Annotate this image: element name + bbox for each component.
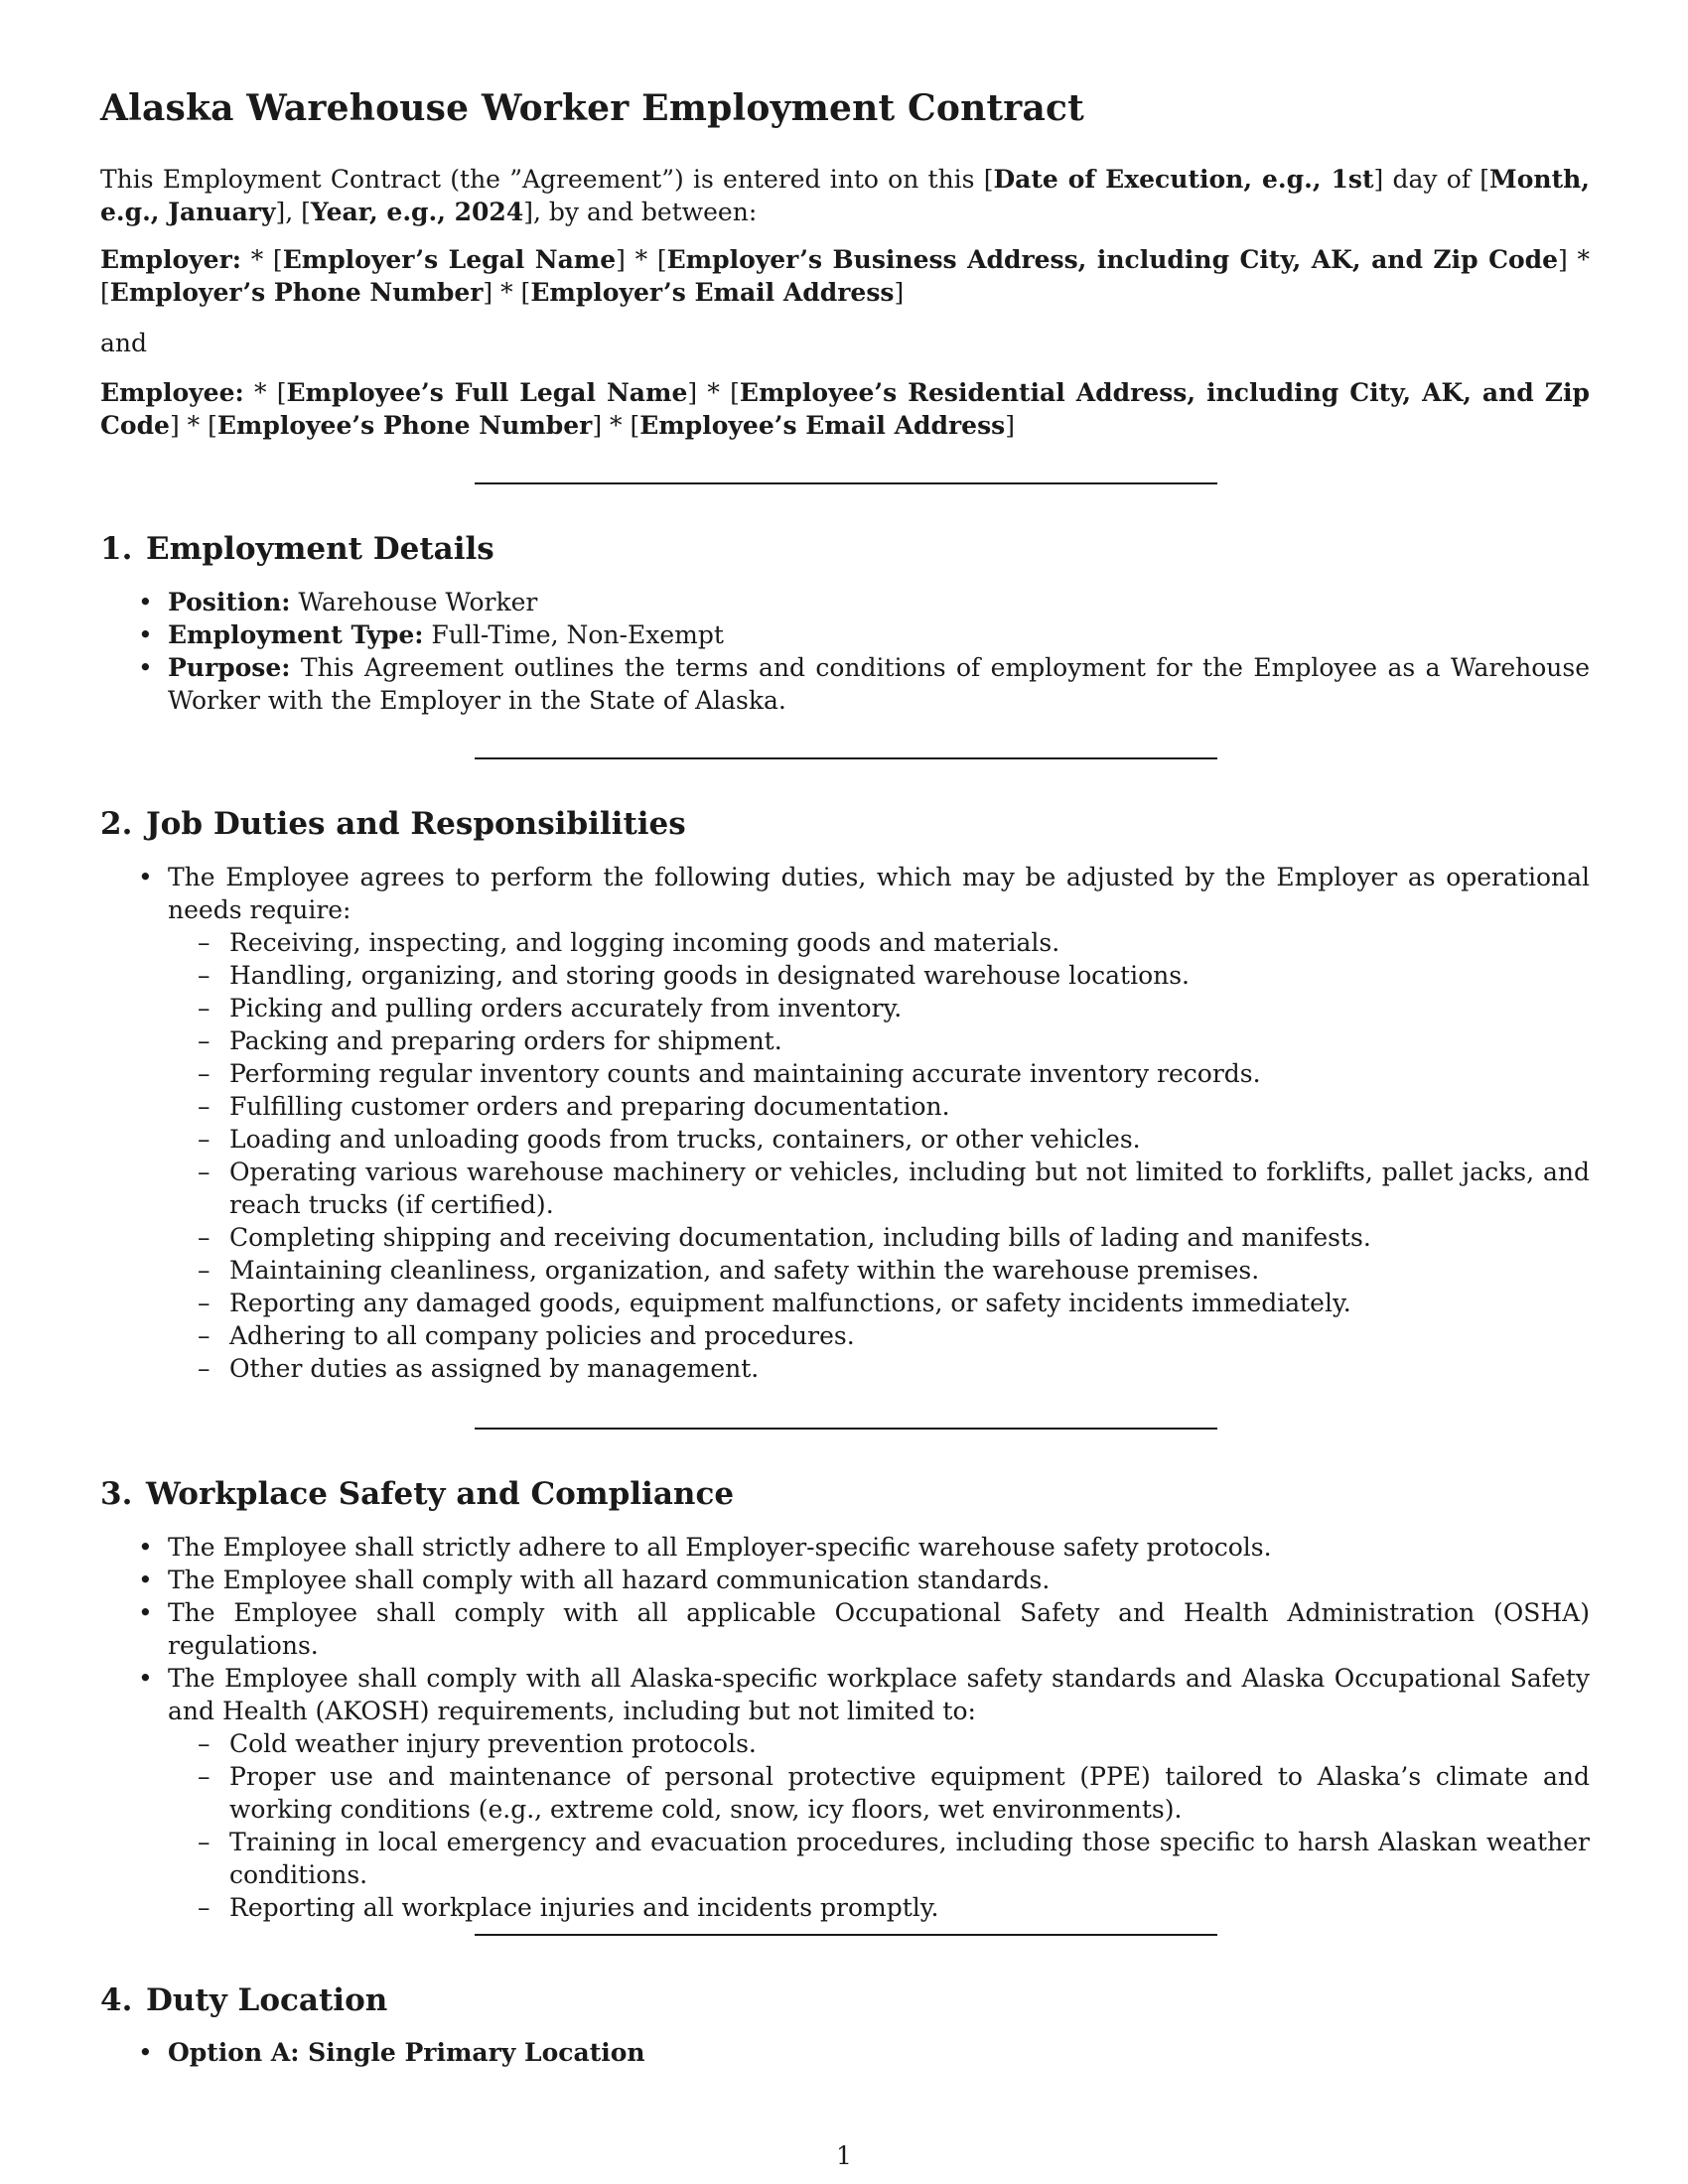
section-heading-workplace-safety: 3. Workplace Safety and Compliance	[100, 1476, 735, 1512]
document-title: Alaska Warehouse Worker Employment Contract	[100, 87, 1084, 129]
list-item: • Purpose: This Agreement outlines the terms and conditions of employment for the Employee as a Warehouse Worker with the Employer in the State of Alaska.	[100, 651, 1590, 717]
list-item: • The Employee shall comply with all Alaska-specific workplace safety standards and Alaska Occupational Safety and Health (AKOSH) requirements, including but not limited to: – Cold weather injury prevention protocols. – Proper use and maintenance of personal protective equipment (PPE) tailored to Alaska’s climate and working conditions (e.g., extreme cold, snow, icy floors, wet environments). – Training in local emergency and evacuation procedures, including those specific to harsh Alaskan weather conditions. – Reporting all workplace injuries and incidents promptly.	[100, 1662, 1590, 1924]
intro-text: ], [	[275, 198, 311, 226]
list-item: • Employment Type: Full-Time, Non-Exempt	[100, 618, 1590, 651]
horizontal-rule	[475, 1428, 1217, 1430]
employee-phone-placeholder: Employee’s Phone Number	[216, 411, 593, 440]
intro-text: ], by and between:	[523, 198, 758, 226]
intro-text: ] day of [	[1373, 165, 1490, 194]
intro-text: This Employment Contract (the ”Agreement”) is entered into on this [	[100, 165, 994, 194]
duty-item: – Packing and preparing orders for shipment.	[168, 1024, 1590, 1057]
safety-sub-item: – Proper use and maintenance of personal protective equipment (PPE) tailored to Alaska’s climate and working conditions (e.g., extreme cold, snow, icy floors, wet environments).	[168, 1760, 1590, 1826]
duty-location-list	[100, 2036, 1590, 2069]
job-duties-list	[100, 861, 1590, 1385]
safety-sub-item: – Reporting all workplace injuries and incidents promptly.	[168, 1891, 1590, 1924]
list-item: • The Employee shall strictly adhere to all Employer-specific warehouse safety protocols.	[100, 1531, 1590, 1564]
employer-block: Employer: * [Employer’s Legal Name] * [Employer’s Business Address, including City, AK, and Zip Code] * [Employer’s Phone Number] * [Employer’s Email Address]	[100, 245, 1591, 307]
employer-address-placeholder: Employer’s Business Address, including City, AK, and Zip Code	[666, 245, 1559, 274]
document-page	[100, 0, 1590, 2184]
employee-address-placeholder: Employee’s Residential Address, including City, AK, and Zip Code	[100, 378, 1591, 440]
employer-email-placeholder: Employer’s Email Address	[530, 278, 895, 307]
safety-sub-item: – Training in local emergency and evacuation procedures, including those specific to harsh Alaskan weather conditions.	[168, 1826, 1590, 1891]
duty-item: – Handling, organizing, and storing goods in designated warehouse locations.	[168, 959, 1590, 992]
list-item: • The Employee shall comply with all hazard communication standards.	[100, 1564, 1590, 1596]
employee-block: Employee: * [Employee’s Full Legal Name] * [Employee’s Residential Address, including City, AK, and Zip Code] * [Employee’s Phone Number] * [Employee’s Email Address]	[100, 378, 1591, 440]
employer-label: Employer:	[100, 245, 241, 274]
duty-item: – Operating various warehouse machinery or vehicles, including but not limited to forklifts, pallet jacks, and reach trucks (if certified).	[168, 1156, 1590, 1221]
horizontal-rule	[475, 482, 1217, 484]
section-heading-job-duties: 2. Job Duties and Responsibilities	[100, 806, 686, 842]
duty-item: – Fulfilling customer orders and preparing documentation.	[168, 1090, 1590, 1123]
duty-item: – Receiving, inspecting, and logging incoming goods and materials.	[168, 926, 1590, 959]
duty-item: – Adhering to all company policies and procedures.	[168, 1319, 1590, 1352]
execution-date-placeholder: Date of Execution, e.g., 1st	[993, 165, 1374, 194]
employee-email-placeholder: Employee’s Email Address	[639, 411, 1006, 440]
horizontal-rule	[475, 757, 1217, 759]
safety-sublist	[168, 1727, 1590, 1924]
section-heading-duty-location: 4. Duty Location	[100, 1982, 388, 2018]
safety-sub-item: – Cold weather injury prevention protocols.	[168, 1727, 1590, 1760]
list-item: • The Employee shall comply with all applicable Occupational Safety and Health Administration (OSHA) regulations.	[100, 1596, 1590, 1662]
duty-item: – Completing shipping and receiving documentation, including bills of lading and manifests.	[168, 1221, 1590, 1254]
employer-name-placeholder: Employer’s Legal Name	[282, 245, 617, 274]
duty-item: – Reporting any damaged goods, equipment malfunctions, or safety incidents immediately.	[168, 1287, 1590, 1319]
employee-label: Employee:	[100, 378, 244, 407]
duty-item: – Picking and pulling orders accurately from inventory.	[168, 992, 1590, 1024]
employee-name-placeholder: Employee’s Full Legal Name	[286, 378, 688, 407]
list-item: • Option A: Single Primary Location	[100, 2036, 1590, 2069]
list-item: • Position: Warehouse Worker	[100, 586, 1590, 618]
section-heading-employment-details: 1. Employment Details	[100, 531, 494, 567]
workplace-safety-list	[100, 1531, 1590, 1924]
duty-item: – Other duties as assigned by management.	[168, 1352, 1590, 1385]
employer-phone-placeholder: Employer’s Phone Number	[109, 278, 484, 307]
and-text: and	[100, 329, 148, 357]
page-number: 1	[836, 2141, 852, 2170]
duty-item: – Maintaining cleanliness, organization, and safety within the warehouse premises.	[168, 1254, 1590, 1287]
month-placeholder: Month, e.g., January	[100, 165, 1590, 226]
duty-item: – Performing regular inventory counts and maintaining accurate inventory records.	[168, 1057, 1590, 1090]
duties-sublist	[168, 926, 1590, 1385]
year-placeholder: Year, e.g., 2024	[310, 198, 524, 226]
employment-details-list	[100, 586, 1590, 717]
duty-item: – Loading and unloading goods from trucks, containers, or other vehicles.	[168, 1123, 1590, 1156]
list-item: • The Employee agrees to perform the following duties, which may be adjusted by the Employer as operational needs require: – Receiving, inspecting, and logging incoming goods and materials. – Handling, organizing, and storing goods in designated warehouse locations. – Picking and pulling orders accurately from inventory. – Packing and preparing orders for shipment. – Performing regular inventory counts and maintaining accurate inventory records. – Fulfilling customer orders and preparing documentation. – Loading and unloading goods from trucks, containers, or other vehicles. – Operating various warehouse machinery or vehicles, including but not limited to forklifts, pallet jacks, and reach trucks (if certified). – Completing shipping and receiving documentation, including bills of lading and manifests. – Maintaining cleanliness, organization, and safety within the warehouse premises. – Reporting any damaged goods, equipment malfunctions, or safety incidents immediately. – Adhering to all company policies and procedures. – Other duties as assigned by management.	[100, 861, 1590, 1385]
horizontal-rule	[475, 1934, 1217, 1936]
intro-paragraph	[100, 163, 1590, 228]
